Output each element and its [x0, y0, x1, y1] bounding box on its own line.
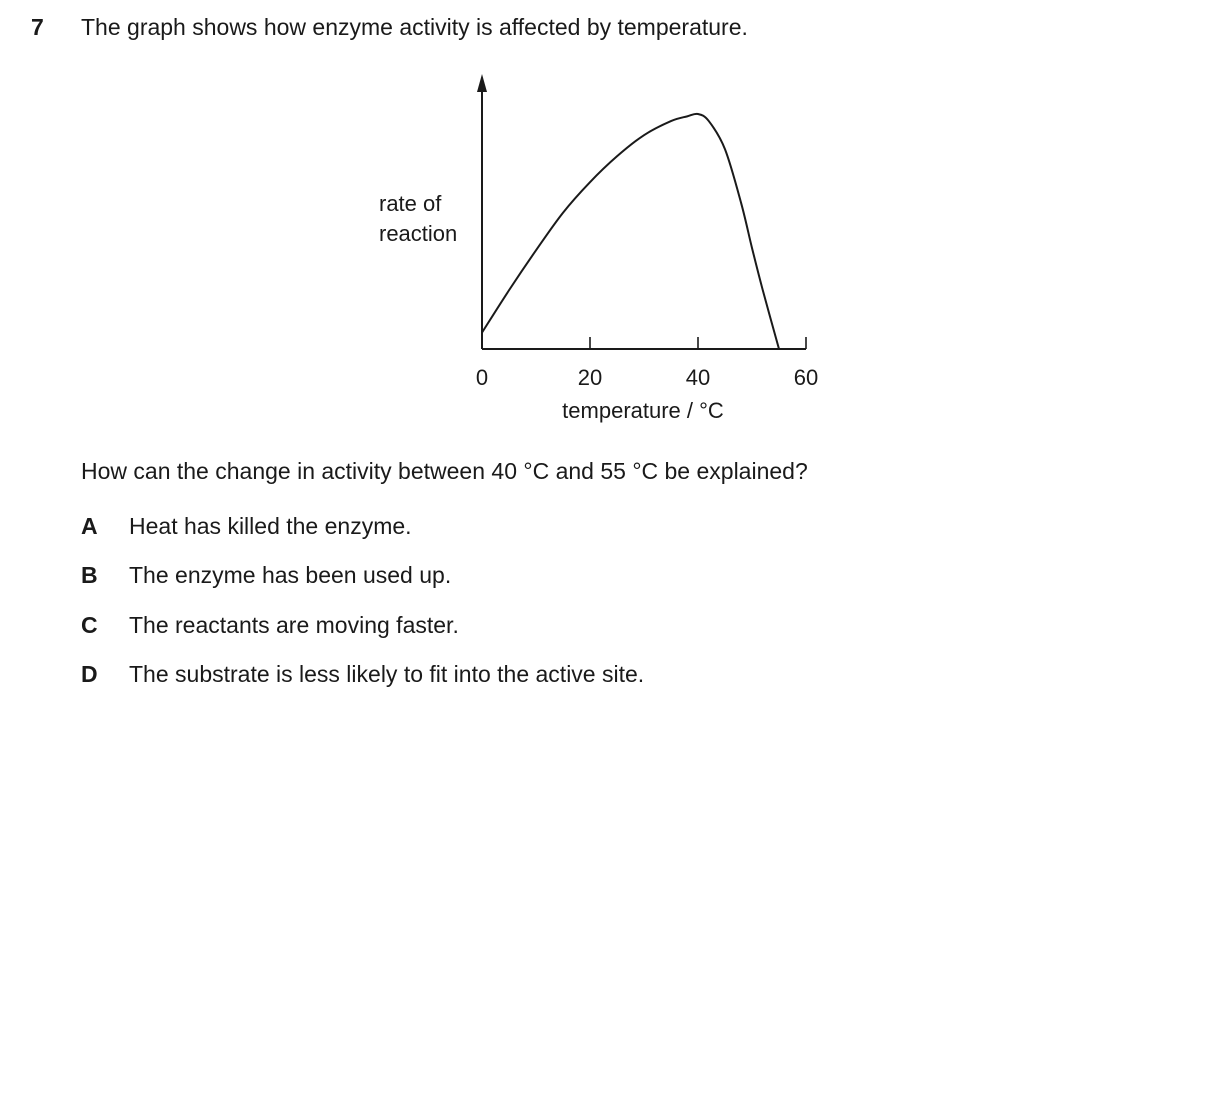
x-tick-label: 40	[685, 365, 711, 390]
x-tick-label: 60	[793, 365, 819, 390]
option-letter: A	[81, 513, 98, 539]
x-tick-label: 20	[577, 365, 603, 390]
y-axis-label-line-1: rate of	[379, 191, 442, 216]
enzyme-activity-chart	[370, 66, 840, 436]
x-axis-label: temperature / °C	[562, 398, 724, 423]
chart-ticks	[476, 337, 818, 390]
option-letter: B	[81, 562, 98, 588]
option-letter: C	[81, 612, 98, 638]
option-text: The reactants are moving faster.	[129, 612, 459, 638]
question-number: 7	[31, 14, 44, 40]
option-text: The enzyme has been used up.	[129, 562, 452, 588]
option-text: Heat has killed the enzyme.	[129, 513, 412, 539]
question-stem: The graph shows how enzyme activity is affected by temperature.	[81, 14, 748, 40]
option-letter: D	[81, 661, 98, 687]
y-axis-arrow	[477, 74, 487, 92]
option-text: The substrate is less likely to fit into the active site.	[129, 661, 645, 687]
x-tick-label: 0	[475, 365, 489, 390]
chart-axes	[477, 74, 806, 349]
rate-curve	[482, 114, 779, 349]
question-prompt: How can the change in activity between 40 °C and 55 °C be explained?	[81, 458, 808, 484]
y-axis-label-line-2: reaction	[379, 221, 458, 246]
